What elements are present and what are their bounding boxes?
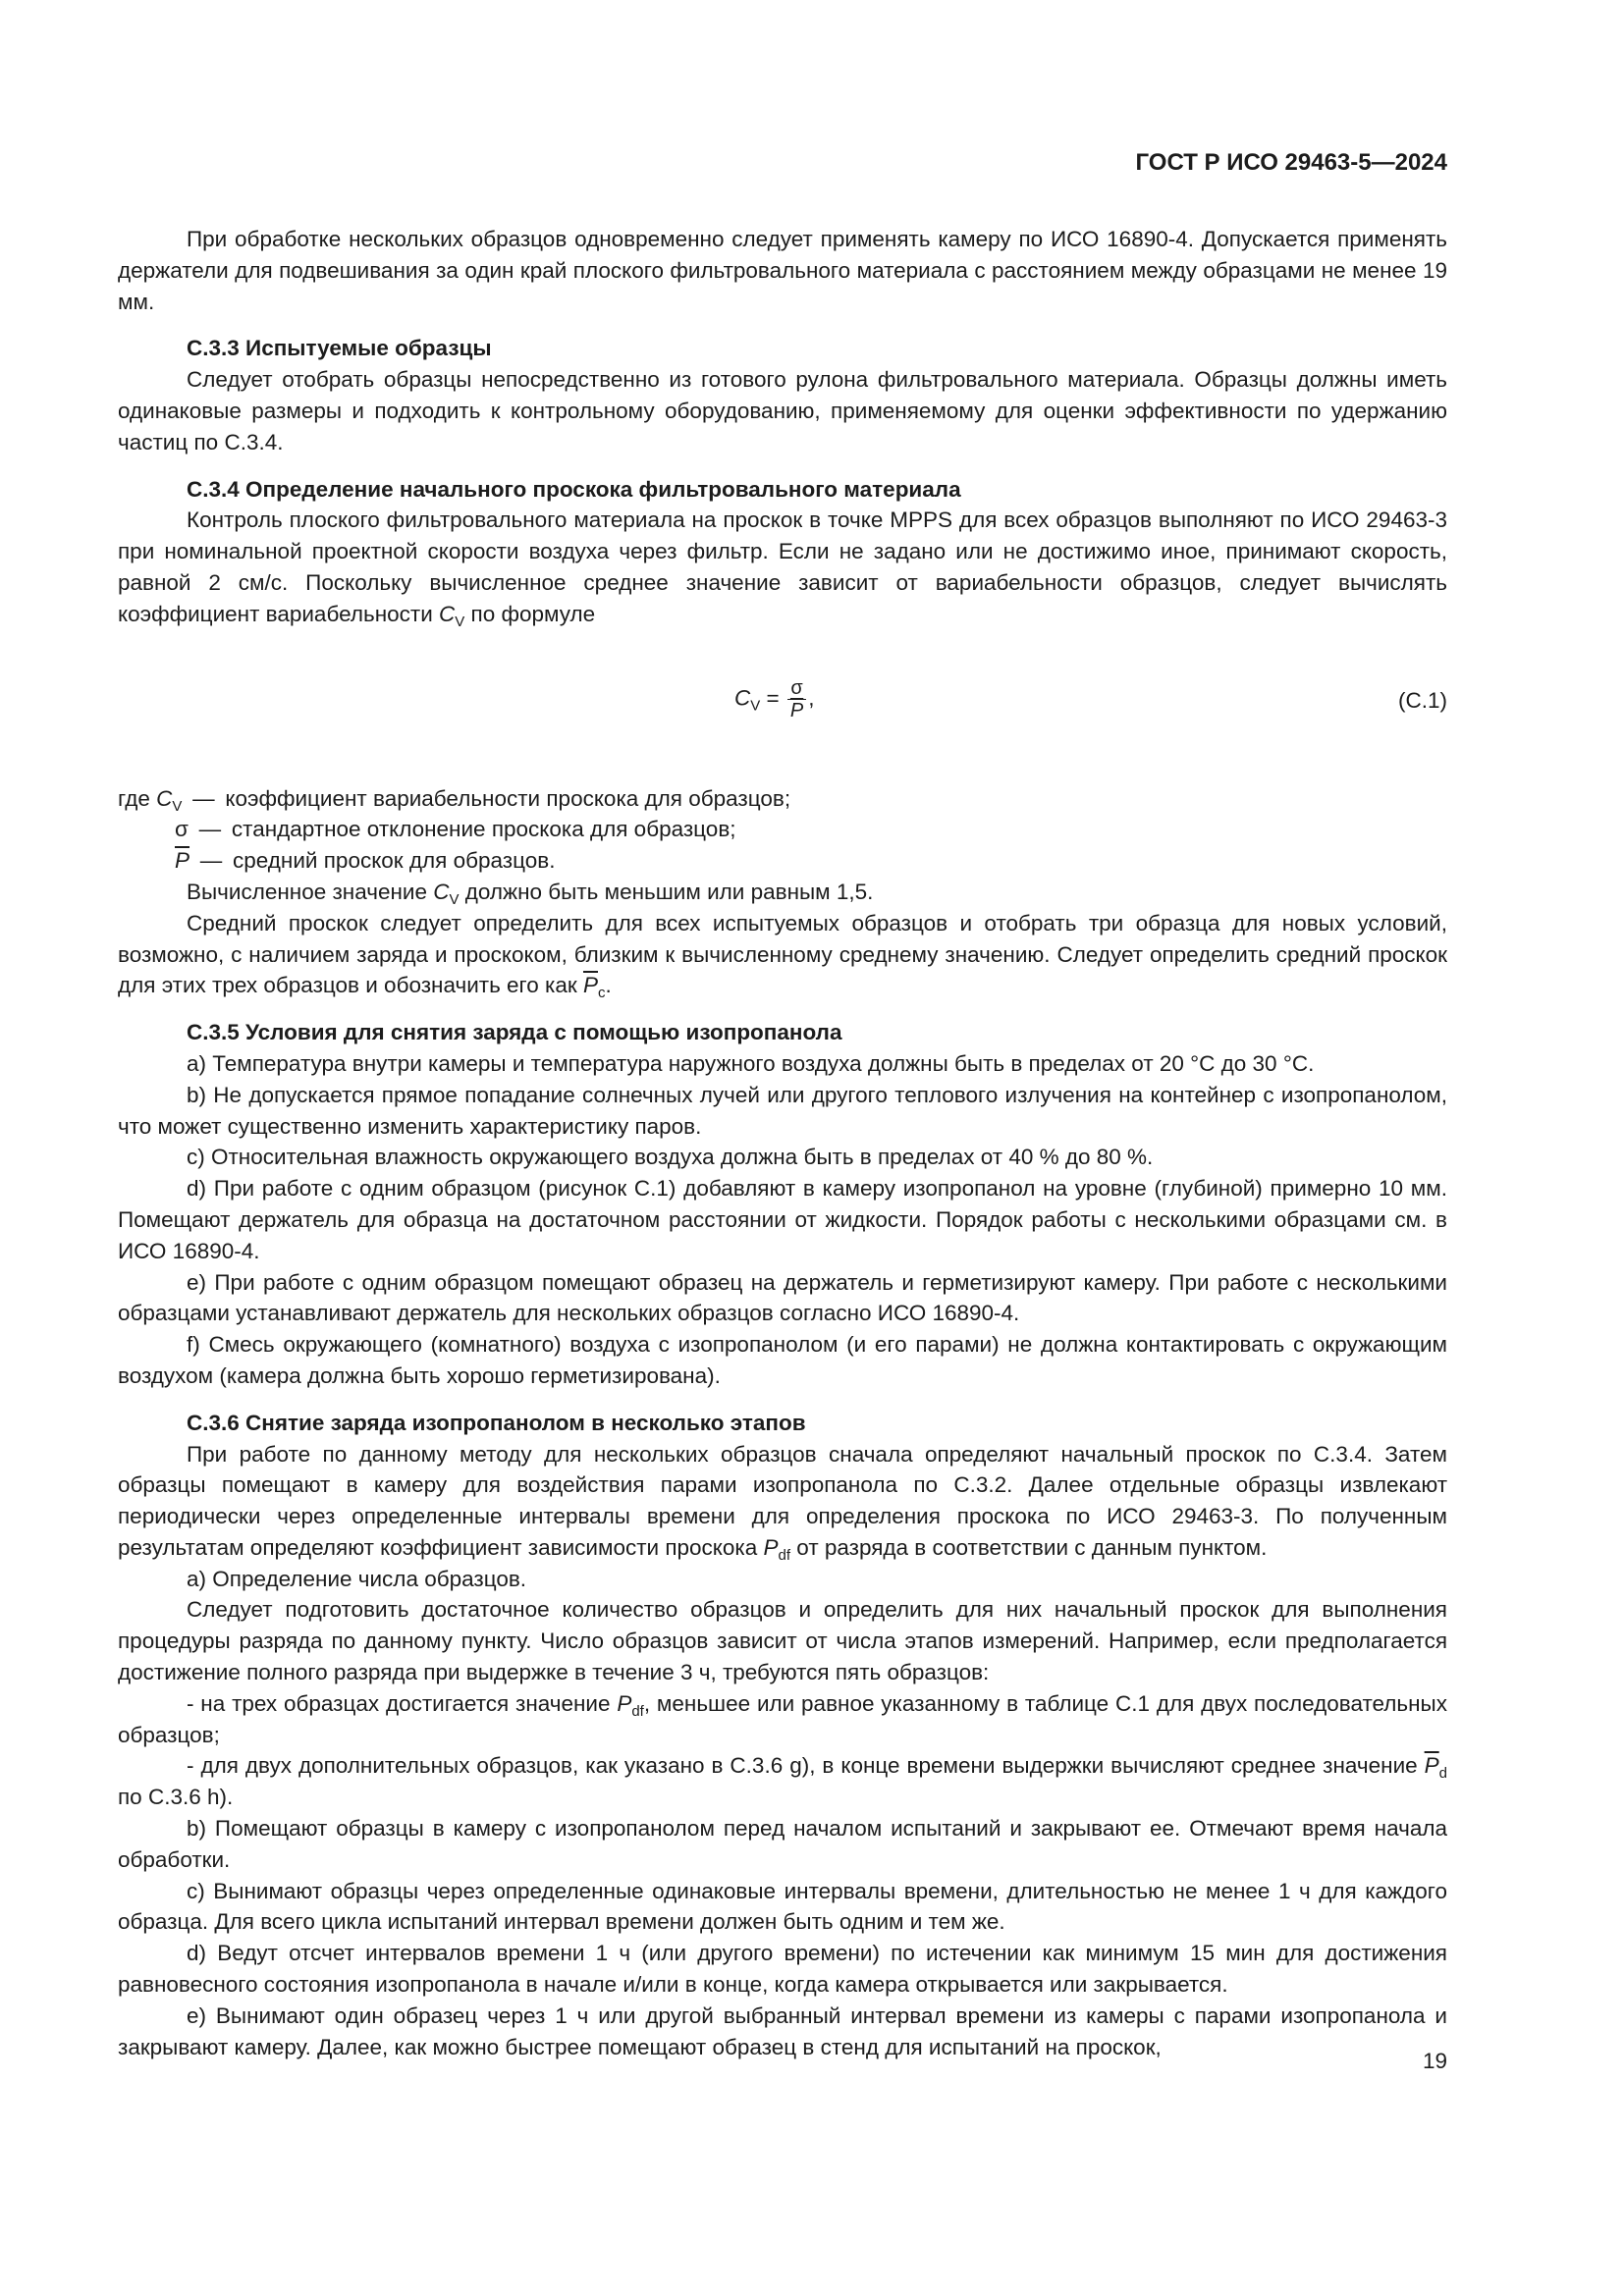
list-item-c36-c: с) Вынимают образцы через определенные одинаковые интервалы времени, длительностью не менее 1 ч для каждого образца. Для всего цикла испытаний интервал времени должен быть одним и тем же. bbox=[118, 1878, 1447, 1935]
list-item-c36-d: d) Ведут отсчет интервалов времени 1 ч (или другого времени) по истечении как минимум 15 мин для достижения равновесного состояния изопропанола в начале и/или в конце, когда камера открывается или закрывается. bbox=[118, 1941, 1447, 1998]
bullet-item-1: - на трех образцах достигается значение $P_{df}$, меньшее или равное указанному в таблице С.1 для двух последовательных образцов; bbox=[118, 1690, 1447, 1747]
formula-c1 bbox=[118, 667, 1447, 730]
paragraph-c34: Контроль плоского фильтровального материала на проскок в точке MPPS для всех образцов выполняют по ИСО 29463-3 при номинальной проектной скорости воздуха через фильтр. Если не задано или не достижимо иное, принимают скорость, равной 2 см/с. Поскольку вычисленное среднее значение зависит от вариабельности образцов, следует вычислять коэффициент вариабельности $C_V$ по формуле bbox=[118, 507, 1447, 630]
list-item-c36-b: b) Помещают образцы в камеру с изопропанолом перед началом испытаний и закрывают ее. Отмечают время начала обработки. bbox=[118, 1816, 1447, 1872]
list-item-c35-b: b) Не допускается прямое попадание солнечных лучей или другого теплового излучения на контейнер с изопропанолом, что может существенно изменить характеристику паров. bbox=[118, 1082, 1447, 1139]
heading-c33: С.3.3 Испытуемые образцы bbox=[187, 336, 492, 361]
paragraph-c36-intro: При работе по данному методу для нескольких образцов сначала определяют начальный проскок по С.3.4. Затем образцы помещают в камеру для воздействия парами изопропанола по С.3.2. Далее отдельные образцы извлекают периодически через определенные интервалы времени для определения проскока по ИСО 29463-3. По полученным результатам определяют коэффициент зависимости проскока $P_{df}$ от разряда в соответствии с данным пунктом. bbox=[118, 1441, 1447, 1564]
formula-expression: $C_V$ = $\frac{\sigma}{P}$ , bbox=[734, 676, 815, 721]
standard-code-header: ГОСТ Р ИСО 29463-5—2024 bbox=[1135, 149, 1447, 176]
bullet-item-2: - для двух дополнительных образцов, как указано в С.3.6 g), в конце времени выдержки вычисляют среднее значение $\overline{P}_d$ по С.3.6 h). bbox=[118, 1753, 1447, 1810]
definitions-list bbox=[118, 783, 1447, 877]
mean-penetration-paragraph: Средний проскок следует определить для всех испытуемых образцов и отобрать три образца для новых условий, возможно, с наличием заряда и проскоком, близким к вычисленному среднему значению. Следует определить средний проскок для этих трех образцов и обозначить его как $\overline{P}_c$. bbox=[118, 910, 1447, 1002]
list-item-c36-a: а) Определение числа образцов. bbox=[187, 1566, 527, 1591]
intro-paragraph: При обработке нескольких образцов одновременно следует применять камеру по ИСО 16890-4. Допускается применять держатели для подвешивания за один край плоского фильтровального материала с расстоянием между образцами не менее 19 мм. bbox=[118, 227, 1447, 314]
paragraph-c36-a: Следует подготовить достаточное количество образцов и определить для них начальный проскок для выполнения процедуры разряда по данному пункту. Число образцов зависит от числа этапов измерений. Например, если предполагается достижение полного разряда при выдержке в течение 3 ч, требуются пять образцов: bbox=[118, 1597, 1447, 1685]
list-item-c35-c: с) Относительная влажность окружающего воздуха должна быть в пределах от 40 % до 80 %. bbox=[187, 1145, 1154, 1170]
heading-c34: С.3.4 Определение начального проскока фильтровального материала bbox=[187, 476, 961, 502]
page-content bbox=[118, 224, 1447, 2062]
list-item-c35-e: е) При работе с одним образцом помещают образец на держатель и герметизируют камеру. При работе с несколькими образцами устанавливают держатель для нескольких образцов согласно ИСО 16890-4. bbox=[118, 1269, 1447, 1326]
paragraph-c33: Следует отобрать образцы непосредственно из готового рулона фильтровального материала. Образцы должны иметь одинаковые размеры и подходить к контрольному оборудованию, применяемому для оценки эффективности по удержанию частиц по С.3.4. bbox=[118, 367, 1447, 454]
definition-pmean: $\overline{P}$ — средний проскок для образцов. bbox=[175, 848, 556, 874]
list-item-c35-d: d) При работе с одним образцом (рисунок С.1) добавляют в камеру изопропанол на уровне (глубиной) примерно 10 мм. Помещают держатель для образца на достаточном расстоянии от жидкости. Порядок работы с несколькими образцами см. в ИСО 16890-4. bbox=[118, 1176, 1447, 1263]
list-item-c36-e: е) Вынимают один образец через 1 ч или другой выбранный интервал времени из камеры с парами изопропанола и закрывают камеру. Далее, как можно быстрее помещают образец в стенд для испытаний на проскок, bbox=[118, 2002, 1447, 2059]
page-number: 19 bbox=[1422, 2049, 1447, 2073]
fraction: $\frac{\sigma}{P}$ bbox=[787, 677, 806, 721]
heading-c36: С.3.6 Снятие заряда изопропанолом в несколько этапов bbox=[187, 1410, 806, 1435]
cv-limit-paragraph: Вычисленное значение $C_V$ должно быть меньшим или равным 1,5. bbox=[187, 879, 874, 908]
list-item-c35-a: а) Температура внутри камеры и температура наружного воздуха должны быть в пределах от 20 °С до 30 °С. bbox=[187, 1050, 1315, 1076]
definition-cv: где $C_V$ — коэффициент вариабельности проскока для образцов; bbox=[118, 785, 791, 815]
formula-number: (С.1) bbox=[1398, 687, 1447, 713]
definition-sigma: σ — стандартное отклонение проскока для образцов; bbox=[175, 817, 736, 842]
heading-c35: С.3.5 Условия для снятия заряда с помощью изопропанола bbox=[187, 1020, 842, 1045]
list-item-c35-f: f) Смесь окружающего (комнатного) воздуха с изопропанолом (и его парами) не должна контактировать с окружающим воздухом (камера должна быть хорошо герметизирована). bbox=[118, 1332, 1447, 1388]
